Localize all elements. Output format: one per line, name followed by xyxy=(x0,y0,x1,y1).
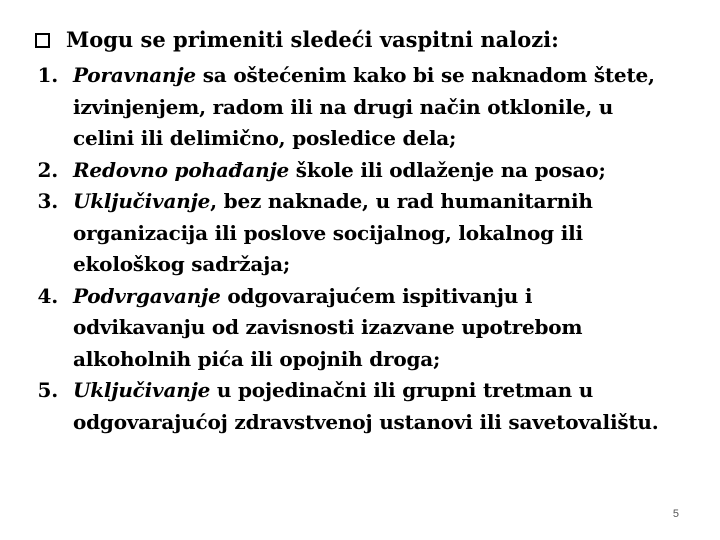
item-emphasis: Uključivanje xyxy=(73,378,211,402)
item-number: 4. xyxy=(37,283,58,308)
list-item xyxy=(16,281,666,376)
item-text: sa oštećenim kako bi se naknadom štete, izvinjenjem, radom ili na drugi način otklonile, u celini ili delimično, posledice dela; xyxy=(73,63,655,150)
measures-list xyxy=(16,60,666,438)
item-emphasis: Redovno pohađanje xyxy=(73,157,290,182)
item-emphasis: Uključivanje xyxy=(73,189,211,213)
page-number: 5 xyxy=(672,508,679,520)
checkbox-icon xyxy=(35,33,50,48)
item-text: , bez naknade, u rad humanitarnih organizacija ili poslove socijalnog, lokalnog ili ekološkog sadržaja; xyxy=(73,189,593,276)
list-item xyxy=(16,375,666,438)
list-item xyxy=(16,60,666,155)
heading-text: Mogu se primeniti sledeći vaspitni nalozi: xyxy=(66,27,559,52)
item-number: 2. xyxy=(37,157,58,182)
list-item xyxy=(16,155,666,187)
item-emphasis: Poravnanje xyxy=(73,63,196,87)
item-number: 3. xyxy=(37,189,58,213)
item-emphasis: Podvrgavanje xyxy=(73,283,221,308)
item-number: 1. xyxy=(37,63,58,87)
slide-heading xyxy=(35,24,559,56)
item-number: 5. xyxy=(37,378,58,402)
item-text: odgovarajućem ispitivanju i odvikavanju od zavisnosti izazvane upotrebom alkoholnih pića ili opojnih droga; xyxy=(73,283,583,371)
list-item xyxy=(16,186,666,281)
item-text: u pojedinačni ili grupni tretman u odgovarajućoj zdravstvenoj ustanovi ili savetovalištu. xyxy=(73,378,659,434)
item-text: škole ili odlaženje na posao; xyxy=(289,157,606,182)
